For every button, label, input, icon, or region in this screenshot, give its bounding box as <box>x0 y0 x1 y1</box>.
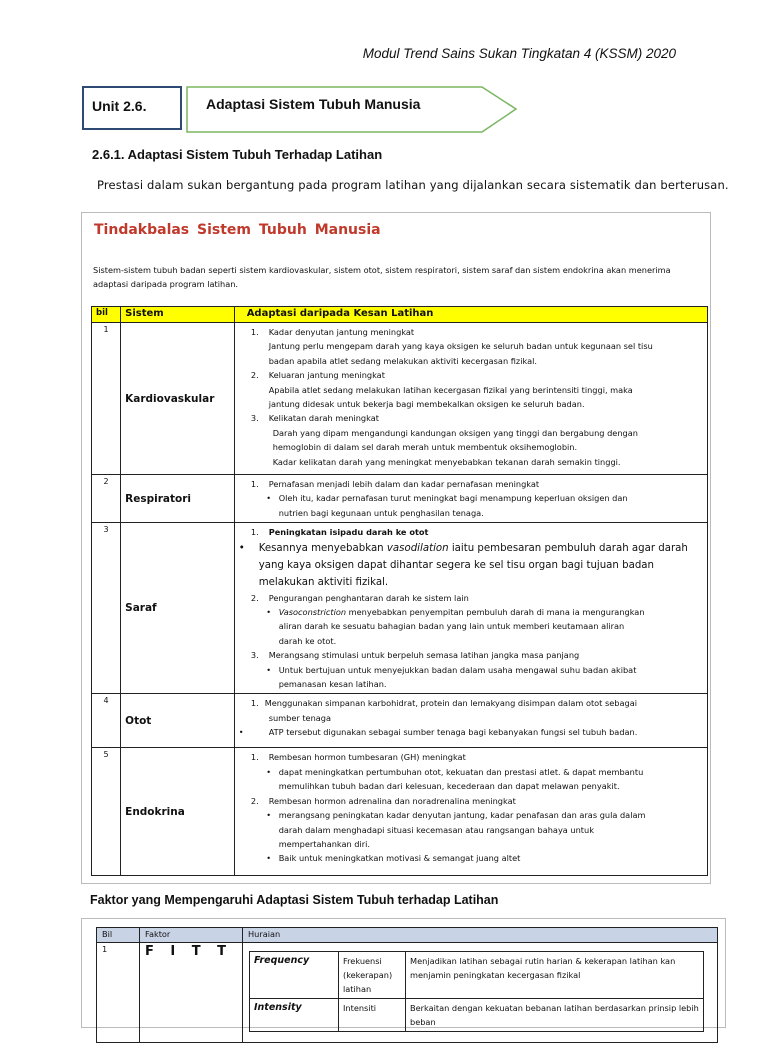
row-system: Saraf <box>121 523 235 694</box>
table-header-row <box>92 307 708 323</box>
item-detail: badan apabila atlet sedang melakukan aktiviti kecergasan fizikal. <box>268 355 537 366</box>
row-bil: 4 <box>92 694 121 748</box>
term-vasodilation: vasodilation <box>386 542 449 554</box>
item-detail: Darah yang dipam mengandungi kandungan oksigen yang tinggi dan bergabung dengan <box>272 427 638 438</box>
row-bil: 2 <box>92 475 121 523</box>
row-adaptation <box>234 323 707 475</box>
bullet-text-cont: melakukan aktiviti fizikal. <box>258 576 389 588</box>
row-bil: 5 <box>92 748 121 876</box>
bullet-text: ATP tersebut digunakan sebagai sumber tenaga bagi kebanyakan fungsi sel tubuh badan. <box>268 727 638 738</box>
item-detail: Apabila atlet sedang melakukan latihan kecergasan fizikal yang berintensiti tinggi, maka <box>268 384 633 395</box>
row-bil: 1 <box>97 943 140 1043</box>
response-panel <box>81 212 711 884</box>
item-text: Pengurangan penghantaran darah ke sistem lain <box>268 592 469 603</box>
panel-description: Sistem-sistem tubuh badan seperti sistem kardiovaskular, sistem otot, sistem respiratori, sistem saraf dan sistem endokrina akan menerima adaptasi daripada program latihan. <box>93 265 671 289</box>
factors-header-huraian: Huraian <box>243 928 718 943</box>
row-adaptation <box>234 748 707 876</box>
section-title: 2.6.1. Adaptasi Sistem Tubuh Terhadap Latihan <box>92 147 383 162</box>
bullet-text-cont: darah dalam menghadapi situasi kecemasan atau rangsangan bahaya untuk <box>278 824 594 835</box>
bullet-icon: • <box>238 542 245 554</box>
bullet-text: Baik untuk meningkatkan motivasi & semangat juang altet <box>278 853 521 864</box>
item-text: Kadar denyutan jantung meningkat <box>268 327 415 337</box>
factors-panel <box>81 918 726 1028</box>
row-adaptation <box>234 523 707 694</box>
item-detail: Kadar kelikatan darah yang meningkat menyebabkan tekanan darah semakin tinggi. <box>272 456 621 467</box>
row-system: Otot <box>121 694 235 748</box>
row-adaptation <box>234 475 707 523</box>
fitt-row <box>250 952 704 999</box>
fitt-malay: Intensiti <box>339 999 406 1032</box>
header-sistem: Sistem <box>121 307 235 323</box>
table-row <box>92 523 708 694</box>
unit-title: Adaptasi Sistem Tubuh Manusia <box>206 96 421 112</box>
factors-table <box>96 927 718 1043</box>
fitt-key: Intensity <box>250 999 339 1032</box>
bullet-text-cont: pemanasan kesan latihan. <box>278 679 387 690</box>
bullet-icon: • <box>266 853 272 864</box>
row-bil: 3 <box>92 523 121 694</box>
item-text: Kelikatan darah meningkat <box>268 413 379 424</box>
row-system: Kardiovaskular <box>121 323 235 475</box>
item-number: 1. <box>250 479 259 489</box>
bullet-text: dapat meningkatkan pertumbuhan otot, kekuatan dan prestasi atlet. & dapat membantu <box>278 766 644 777</box>
factors-header-bil: Bil <box>97 928 140 943</box>
item-text: Keluaran jantung meningkat <box>268 370 385 381</box>
row-adaptation <box>234 694 707 748</box>
item-number: 2. <box>250 592 259 603</box>
fitt-desc: Menjadikan latihan sebagai rutin harian & kekerapan latihan kan menjamin peningkatan kecergasan fizikal <box>406 952 704 999</box>
table-row <box>92 694 708 748</box>
item-text: Peningkatan isipadu darah ke otot <box>268 527 429 538</box>
bullet-text-cont: mempertahankan diri. <box>278 838 371 849</box>
bullet-icon: • <box>266 810 272 821</box>
item-number: 2. <box>250 370 259 381</box>
row-system: Endokrina <box>121 748 235 876</box>
bullet-text: merangsang peningkatan kadar denyutan jantung, kadar penafasan dan aras gula dalam <box>278 810 646 821</box>
factors-title: Faktor yang Mempengaruhi Adaptasi Sistem Tubuh terhadap Latihan <box>90 893 499 907</box>
item-text: Rembesan hormon tumbesaran (GH) meningkat <box>268 752 466 763</box>
bullet-text: Untuk bertujuan untuk menyejukkan badan dalam usaha mengawal suhu badan akibat <box>278 664 637 675</box>
term-vasoconstriction: Vasoconstriction <box>278 607 347 618</box>
item-detail: Jantung perlu mengepam darah yang kaya oksigen ke seluruh badan untuk kegunaan sel tisu <box>268 341 653 352</box>
item-text: Menggunakan simpanan karbohidrat, protein dan lemakyang disimpan dalam otot sebagai <box>264 698 637 709</box>
fitt-malay: Frekuensi (kekerapan) latihan <box>339 952 406 999</box>
panel-title: Tindakbalas Sistem Tubuh Manusia <box>94 222 381 238</box>
item-number: 2. <box>250 795 259 806</box>
item-number: 1. <box>250 752 259 763</box>
fitt-subtable <box>249 951 704 1032</box>
header-adaptasi: Adaptasi daripada Kesan Latihan <box>234 307 707 323</box>
item-detail: jantung didesak untuk bekerja bagi membekalkan oksigen ke seluruh badan. <box>268 399 585 410</box>
item-number: 1. <box>250 327 259 337</box>
factors-header-row <box>97 928 718 943</box>
bullet-icon: • <box>266 607 272 618</box>
item-text: Pernafasan menjadi lebih dalam dan kadar pernafasan meningkat <box>268 479 540 489</box>
item-detail: hemoglobin di dalam sel darah merah untuk membentuk oksihemoglobin. <box>272 442 578 453</box>
item-number: 1. <box>250 527 259 538</box>
section-intro: Prestasi dalam sukan bergantung pada program latihan yang dijalankan secara sistematik dan berterusan. <box>97 178 729 192</box>
bullet-text: Kesannya menyebabkan <box>258 542 387 554</box>
bullet-text-cont: darah ke otot. <box>278 635 337 646</box>
header-bil: bil <box>92 307 121 323</box>
table-row <box>92 475 708 523</box>
bullet-text: menyebabkan penyempitan pembuluh darah di mana ia mengurangkan <box>346 607 645 618</box>
fitt-key: Frequency <box>250 952 339 999</box>
fitt-row <box>250 999 704 1032</box>
factor-description-cell <box>243 943 718 1043</box>
bullet-icon: • <box>266 493 272 504</box>
module-header: Modul Trend Sains Sukan Tingkatan 4 (KSSM) 2020 <box>362 46 676 61</box>
item-number: 3. <box>250 650 259 661</box>
bullet-text-cont: aliran darah ke sesuatu bahagian badan yang lain untuk memberi keutamaan aliran <box>278 621 625 632</box>
bullet-text: iaitu pembesaran pembuluh darah agar darah <box>448 542 688 554</box>
row-bil: 1 <box>92 323 121 475</box>
bullet-icon: • <box>266 664 272 675</box>
adaptation-table <box>91 306 708 876</box>
bullet-icon: • <box>238 727 244 738</box>
bullet-icon: • <box>266 766 272 777</box>
item-detail: sumber tenaga <box>268 712 331 723</box>
row-system: Respiratori <box>121 475 235 523</box>
item-text: Merangsang stimulasi untuk berpeluh semasa latihan jangka masa panjang <box>268 650 580 661</box>
item-number: 1. <box>250 698 259 709</box>
factor-name: F I T T <box>140 943 243 1043</box>
bullet-text: Oleh itu, kadar pernafasan turut meningkat bagi menampung keperluan oksigen dan <box>278 493 628 504</box>
table-row <box>92 748 708 876</box>
bullet-text-cont: memulihkan tubuh badan dari kelesuan, kecederaan dan dapat melawan penyakit. <box>278 781 620 792</box>
table-row <box>92 323 708 475</box>
table-row <box>97 943 718 1043</box>
bullet-text-cont: yang kaya oksigen dapat dihantar segera ke sel tisu organ bagi tujuan badan <box>258 559 654 571</box>
item-number: 3. <box>250 413 259 424</box>
unit-number: Unit 2.6. <box>92 98 147 114</box>
item-text: Rembesan hormon adrenalina dan noradrenalina meningkat <box>268 795 516 806</box>
unit-number-box <box>82 86 182 130</box>
factors-header-faktor: Faktor <box>140 928 243 943</box>
fitt-desc: Berkaitan dengan kekuatan bebanan latihan berdasarkan prinsip lebih beban <box>406 999 704 1032</box>
bullet-text-cont: nutrien bagi kegunaan untuk penghasilan tenaga. <box>278 507 484 518</box>
